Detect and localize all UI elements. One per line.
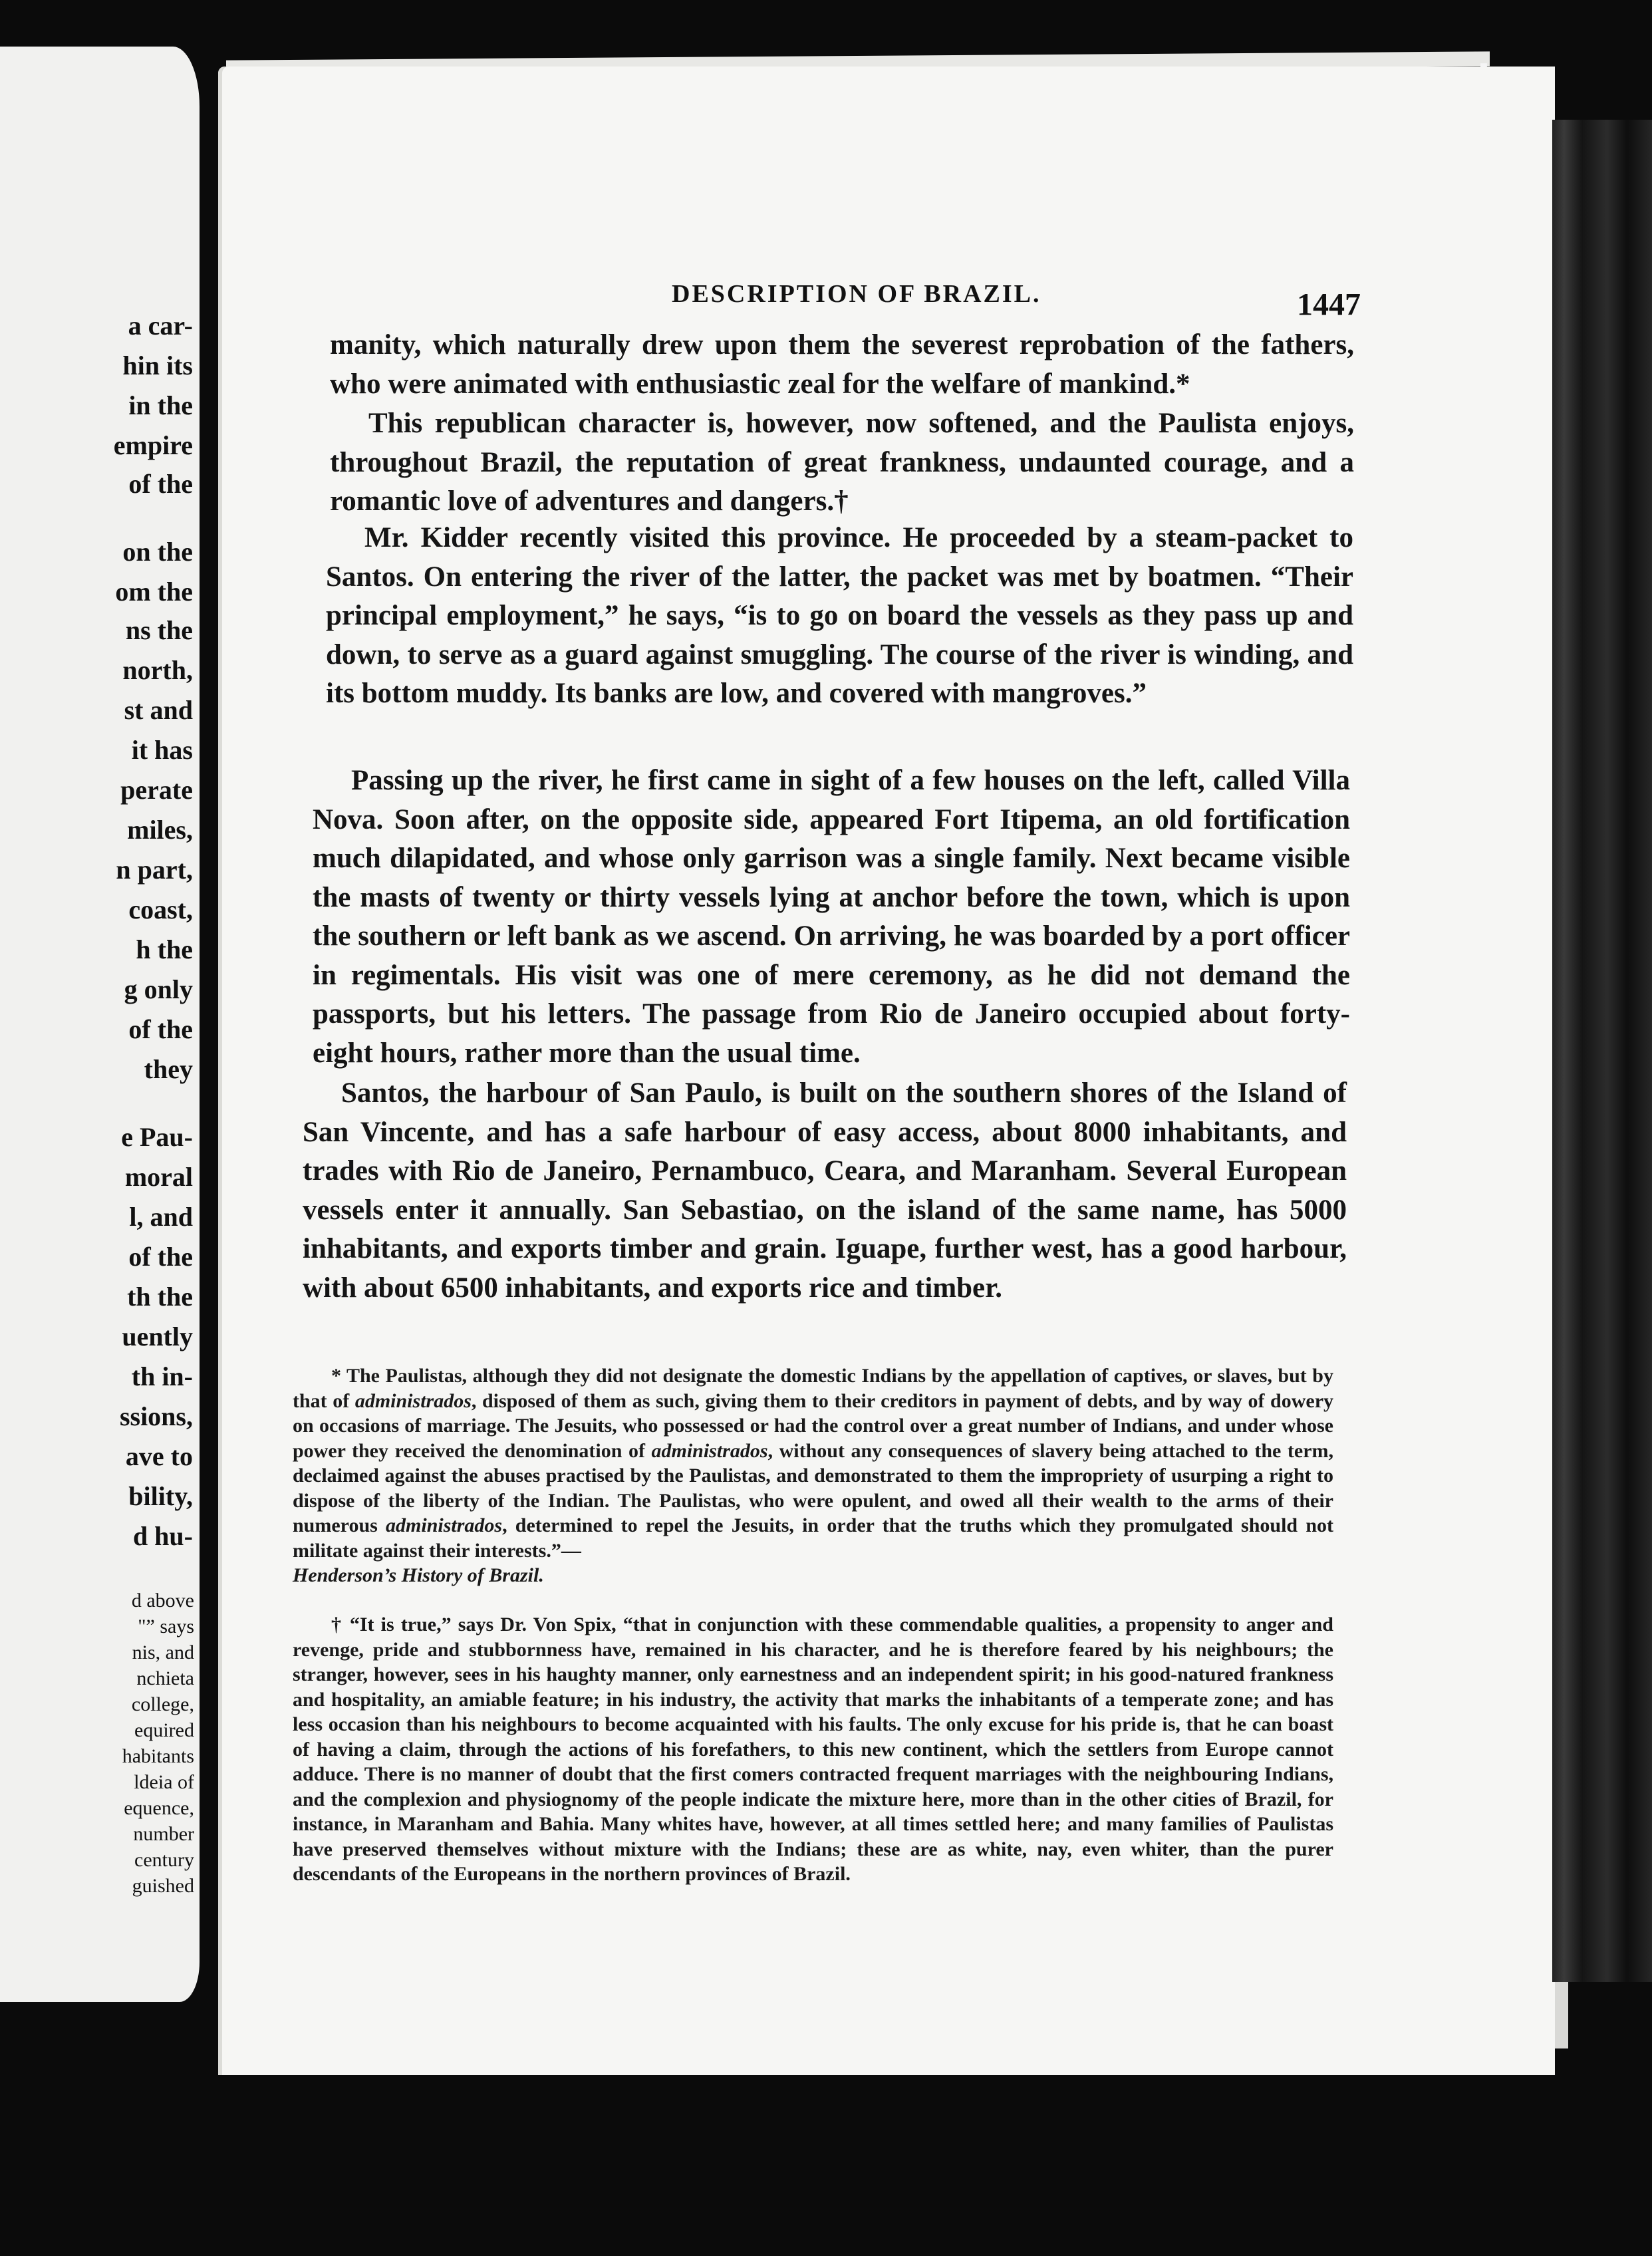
left-page-fragment: miles,: [127, 815, 193, 845]
footnote-1-citation: Henderson’s History of Brazil.: [293, 1564, 544, 1586]
book-binding-edge: [1552, 120, 1652, 1982]
left-page-fragment: north,: [122, 655, 193, 685]
left-page-fragment: empire: [113, 430, 193, 460]
left-page-footnote-fragment: equence,: [124, 1797, 194, 1819]
body-paragraph-4: Passing up the river, he first came in sight of a few houses on the left, called Villa Nova. Soon after, on the opposite side, appeared Fort Itipema, an old fortification much dilapidated, and whose only garrison was a single family. Next became visible the masts of twenty or thirty vessels lying at anchor before the town, which is upon the southern or left bank as we ascend. On arriving, he was boarded by a port officer in regimentals. His visit was one of mere ceremony, as he did not demand the passports, but his letters. The passage from Rio de Janeiro occupied about forty-eight hours, rather more than the usual time.: [313, 765, 1350, 1069]
left-page-footnote-fragment: equired: [134, 1719, 194, 1741]
left-page-fragment: ns the: [125, 615, 193, 645]
body-paragraph-2: This republican character is, however, now softened, and the Paulista enjoys, throughout Brazil, the reputation of great frankness, undaunted courage, and a romantic love of adventures and dangers.†: [330, 408, 1354, 517]
left-page-fragment: in the: [128, 390, 193, 420]
left-page-fragment: e Pau-: [121, 1122, 193, 1152]
left-page-fragment: moral: [124, 1162, 193, 1192]
left-page-footnote-fragment: ldeia of: [134, 1771, 194, 1793]
left-page-fragment: n part,: [116, 855, 193, 885]
left-page-fragment: hin its: [122, 351, 193, 380]
left-page-fragment: of the: [128, 1014, 193, 1044]
footnote-1-text-c: , disposed of them as such, giving them to their creditors in payment of debts, and by way of dowery on occasions of marriage. The Jesuits, who possessed or had the control over a great number of Indians, and under whose power they received the denomination of: [293, 1389, 1334, 1462]
left-page-footnote-fragment: century: [134, 1849, 194, 1871]
left-page-fragment: of the: [128, 1242, 193, 1272]
left-page-fragment: d hu-: [132, 1521, 193, 1551]
left-page-footnote-fragment: "” says: [138, 1616, 194, 1637]
left-page-fragment: ave to: [125, 1441, 193, 1471]
footnote-1-term-1: administrados: [354, 1389, 472, 1412]
left-page-footnote-fragment: habitants: [122, 1745, 194, 1767]
left-page-fragment: coast,: [128, 895, 193, 924]
footnote-1-term-2: administrados: [651, 1439, 768, 1462]
left-page-fragment: g only: [124, 974, 193, 1004]
left-page-fragment: ssions,: [119, 1401, 193, 1431]
left-page-fragment: om the: [115, 577, 193, 607]
left-page-fragment: perate: [120, 775, 193, 805]
left-page-fragment: they: [144, 1054, 193, 1084]
body-paragraph-3: Mr. Kidder recently visited this province. He proceeded by a steam-packet to Santos. On entering the river of the latter, the packet was met by boatmen. “Their principal employment,” he says, “is to go on board the vessels as they pass up and down, to serve as a guard against smuggling. The course of the river is winding, and its bottom muddy. Its banks are low, and covered with mangroves.”: [326, 522, 1353, 709]
running-head: DESCRIPTION OF BRAZIL.: [672, 280, 1041, 308]
left-page-fragment: th in-: [131, 1361, 193, 1391]
left-facing-page: [0, 47, 200, 2002]
left-page-fragment: bility,: [128, 1481, 193, 1511]
body-paragraph-1: manity, which naturally drew upon them the severest reprobation of the fathers, who were animated with enthusiastic zeal for the welfare of mankind.*: [330, 329, 1354, 400]
left-page-fragment: on the: [122, 537, 193, 567]
left-page-fragment: th the: [127, 1282, 193, 1312]
left-page-fragment: a car-: [128, 311, 193, 341]
left-page-fragment: of the: [128, 469, 193, 499]
left-page-footnote-fragment: nchieta: [136, 1667, 194, 1689]
body-paragraph-5: Santos, the harbour of San Paulo, is built on the southern shores of the Island of San Vincente, and has a safe harbour of easy access, about 8000 inhabitants, and trades with Rio de Janeiro, Pernambuco, Ceara, and Maranham. Several European vessels enter it annually. San Sebastiao, on the island of the same name, has 5000 inhabitants, and exports timber and grain. Iguape, further west, has a good harbour, with about 6500 inhabitants, and exports rice and timber.: [303, 1077, 1347, 1304]
left-page-footnote-fragment: d above: [131, 1590, 194, 1612]
footnote-1-text-e: , without any consequences of slavery being attached to the term, declaimed against the abuses practised by the Paulistas, and demonstrated to them the impropriety of usurping a right to dispose of the liberty of the Indian. The Paulistas, who were opulent, and owed all their wealth to the arms of their numerous: [293, 1439, 1333, 1536]
footnote-1-text-g: , determined to repel the Jesuits, in order that the truths which they promulgated should not militate against their interests.”—: [293, 1514, 1334, 1562]
footnote-1-term-3: administrados: [386, 1514, 503, 1536]
footnote-asterisk: [293, 1363, 1333, 1588]
footnote-1-text-a: * The Paulistas, although they did not designate the domestic Indians by the appellation of captives, or slaves, but by that of: [293, 1365, 1333, 1412]
left-page-fragment: st and: [124, 695, 193, 725]
left-page-fragment: uently: [122, 1322, 193, 1351]
left-page-footnote-fragment: guished: [132, 1875, 194, 1897]
left-page-footnote-fragment: college,: [131, 1693, 194, 1715]
left-page-footnote-fragment: nis, and: [132, 1641, 194, 1663]
left-page-fragment: l, and: [129, 1202, 193, 1232]
page-number: 1447: [1297, 287, 1361, 323]
left-page-fragment: it has: [131, 735, 193, 765]
footnote-dagger: † “It is true,” says Dr. Von Spix, “that in conjunction with these commendable qualities, a propensity to anger and revenge, pride and stubbornness have, remained in his character, and he is therefore feared by his neighbours; the stranger, however, sees in his haughty manner, only earnestness and an independent spirit; in his good-natured frankness and hospitality, an amiable feature; in his industry, the activity that marks the inhabitants of a temperate zone; and has less occasion than his neighbours to become acquainted with his faults. The only excuse for his pride is, that he can boast of having a claim, through the actions of his forefathers, to this new continent, which the settlers from Europe cannot adduce. There is no manner of doubt that the first comers contracted frequent marriages with the neighbouring Indians, and the complexion and physiognomy of the people indicate the mixture here, more than in the other cities of Brazil, for instance, in Maranham and Bahia. Many whites have, however, at all times settled here; and many families of Paulistas have preserved themselves without mixture with the Indians; these are as white, nay, even whiter, than the purer descendants of the Europeans in the northern provinces of Brazil.: [293, 1614, 1333, 1885]
left-page-footnote-fragment: number: [133, 1823, 194, 1845]
left-page-fragment: h the: [136, 934, 193, 964]
